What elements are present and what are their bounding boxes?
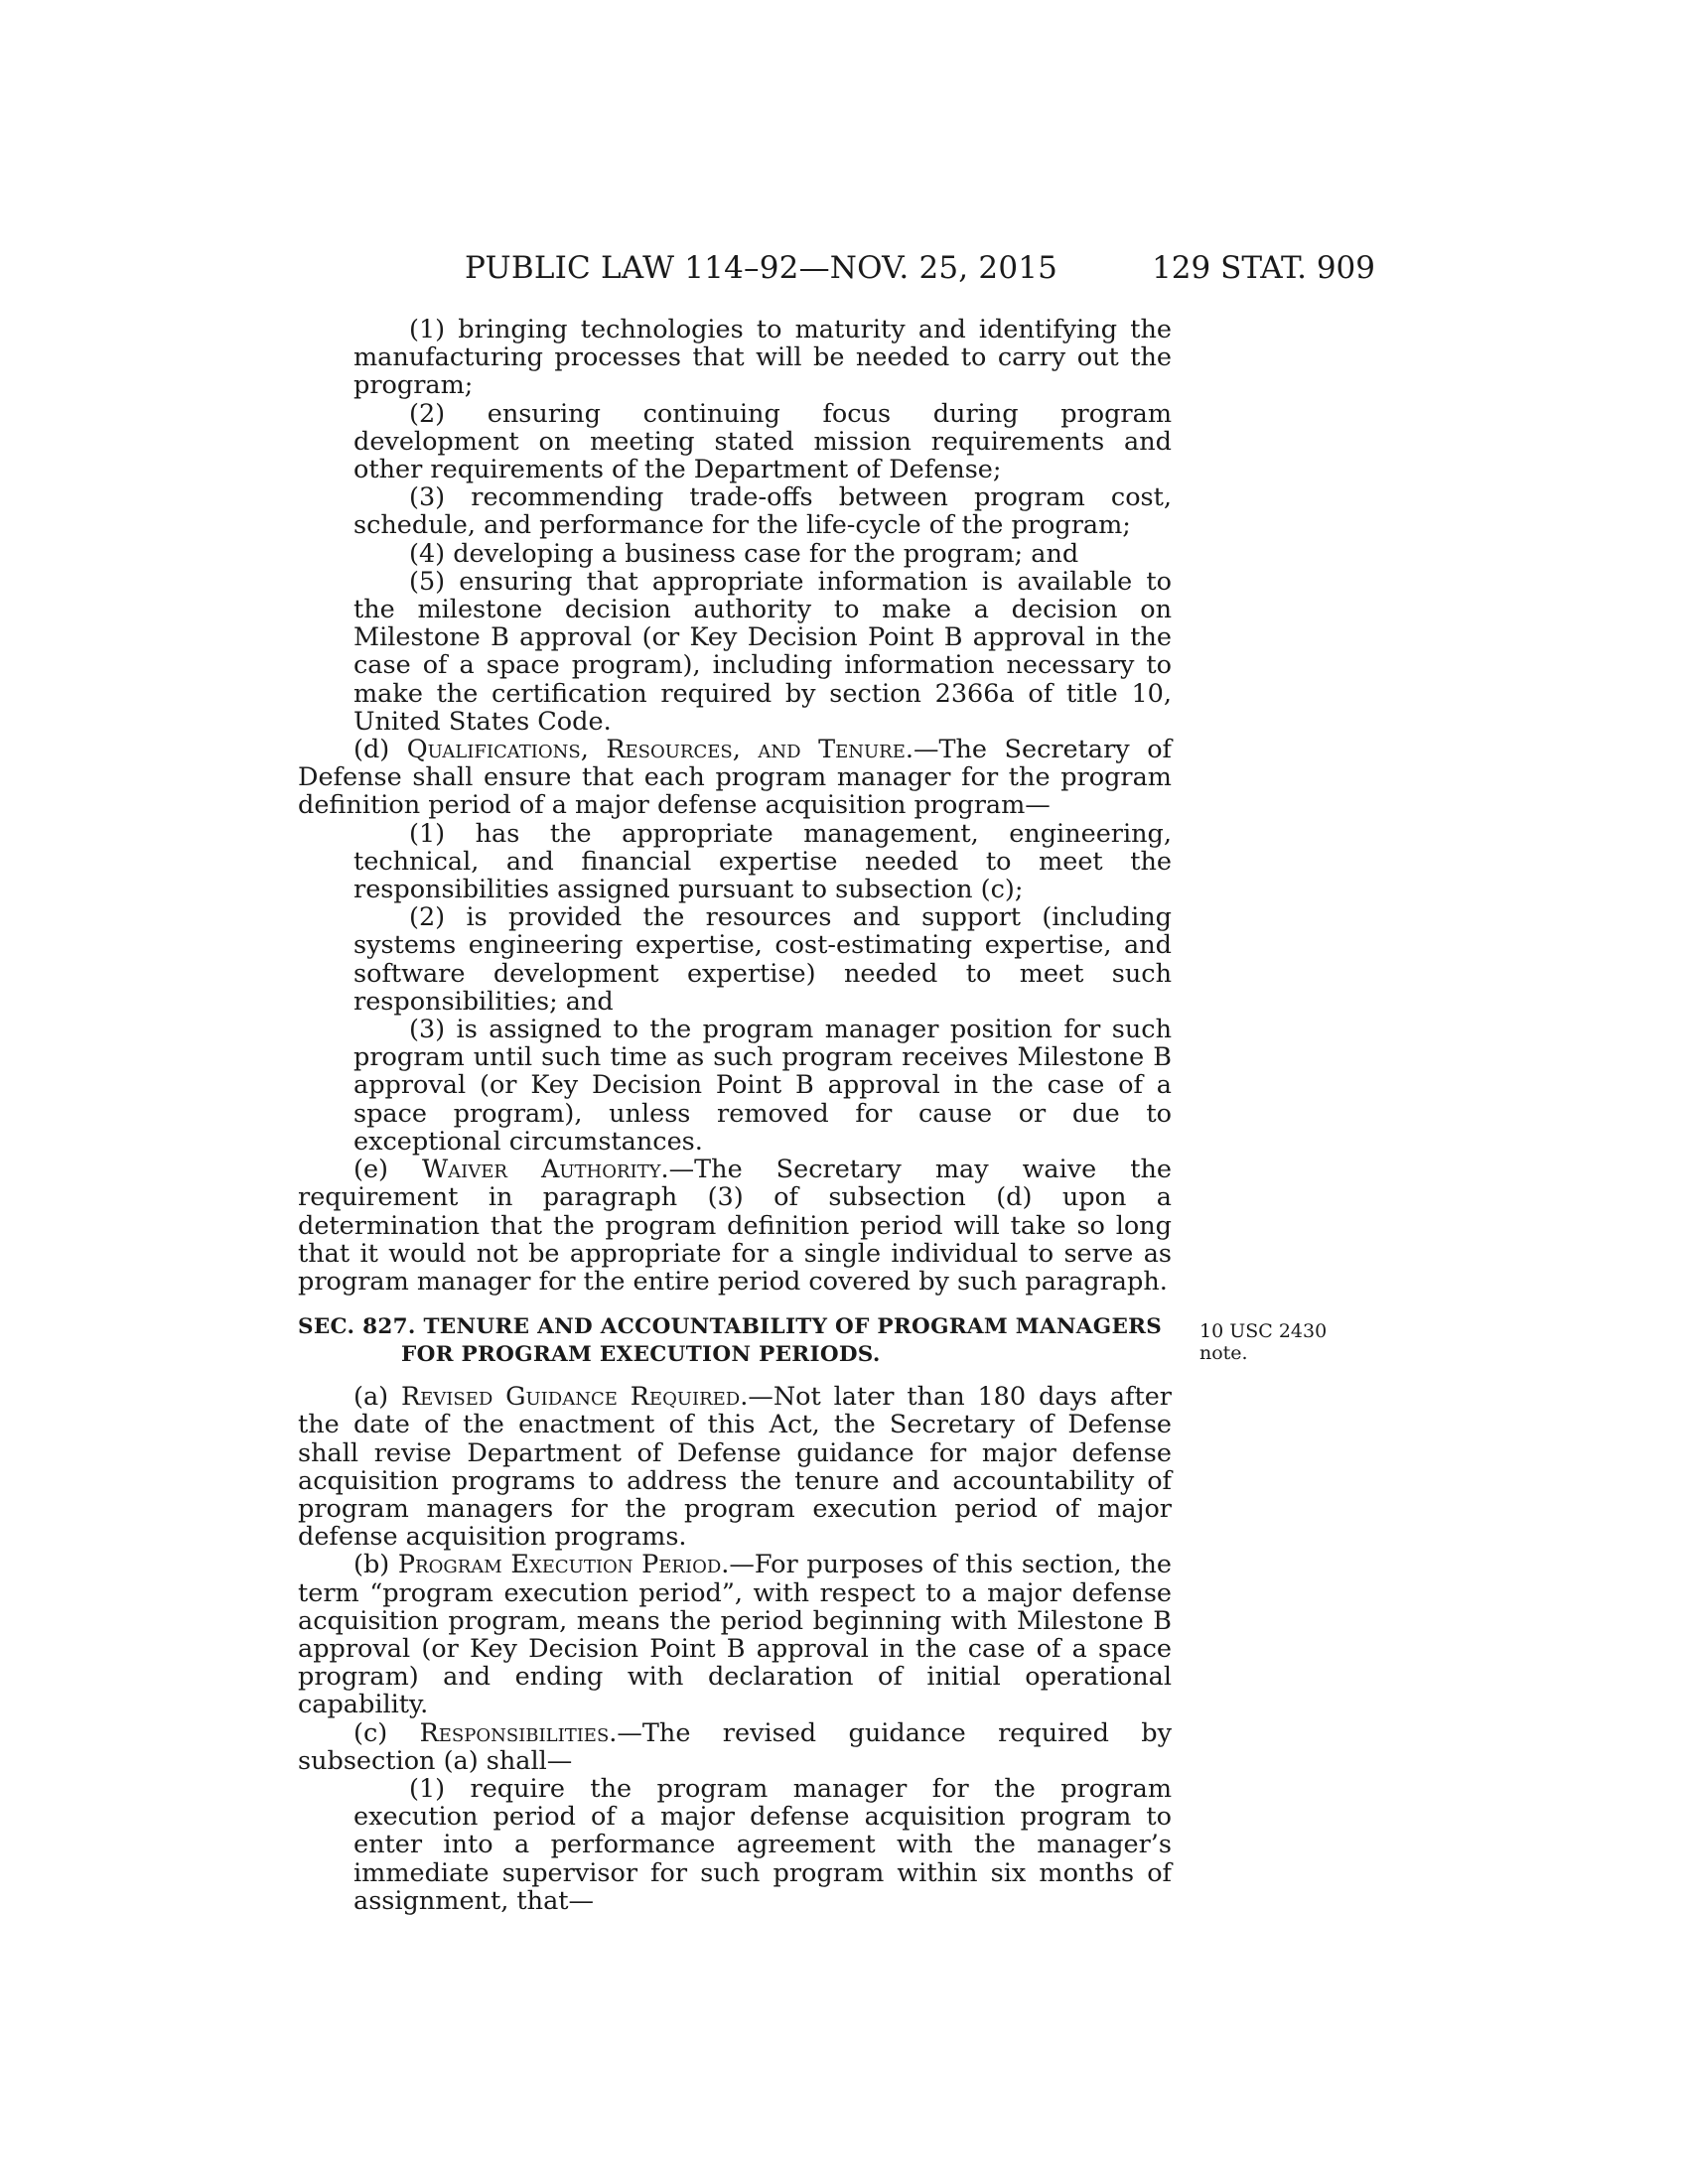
paragraph-c5: (5) ensuring that appropriate information is available to the milestone decision authority to make a decision on Milestone B approval (or Key Decision Point B approval in the case of a space program), including information necessary to make the certification required by section 2366a of title 10, United States Code. (353, 566, 1172, 737)
subsection-e-label: (e) (353, 1155, 422, 1185)
section-b-label: (b) (353, 1550, 398, 1580)
subsection-d (298, 736, 1172, 820)
paragraph-d2: (2) is provided the resources and support (including systems engineering expertise, cost-estimating expertise, and software development expertise) needed to meet such responsibilities; and (353, 902, 1172, 1017)
section-subsection-b (298, 1551, 1172, 1718)
paragraph-d3: (3) is assigned to the program manager position for such program until such time as such program receives Milestone B approval (or Key Decision Point B approval in the case of a space program), unless removed for cause or due to exceptional circumstances. (353, 1015, 1172, 1157)
subsection-d-label: (d) (353, 735, 407, 765)
section-paragraph-c1: (1) require the program manager for the program execution period of a major defense acquisition program to enter into a performance agreement with the manager’s immediate supervisor for such program within six months of assignment, that— (353, 1773, 1172, 1916)
section-a-heading: Revised Guidance Required. (400, 1382, 749, 1413)
section-heading-line1: SEC. 827. TENURE AND ACCOUNTABILITY OF PROGRAM MANAGERS (298, 1314, 1163, 1340)
paragraph-c4: (4) developing a business case for the program; and (409, 538, 1079, 569)
subsection-d-text: —The Secretary of Defense shall ensure that each program manager for the program definition period of a major defense acquisition program— (298, 735, 1172, 821)
subsection-d-heading: Qualifications, Resources, and Tenure. (406, 735, 914, 765)
margin-note-line2: note. (1199, 1342, 1248, 1364)
margin-citation-note (1199, 1320, 1327, 1364)
paragraph-c3: (3) recommending trade-offs between program cost, schedule, and performance for the life-cycle of the program; (353, 482, 1172, 541)
subsection-e-text: —The Secretary may waive the requirement in paragraph (3) of subsection (d) upon a determination that the program definition period will take so long that it would not be appropriate for a single individual to serve as program manager for the entire period covered by such paragraph. (298, 1155, 1172, 1297)
paragraph-c2: (2) ensuring continuing focus during program development on meeting stated mission requirements and other requirements of the Department of Defense; (353, 398, 1172, 485)
section-c-label: (c) (353, 1717, 420, 1748)
subsection-e (298, 1156, 1172, 1296)
section-a-text: —Not later than 180 days after the date of the enactment of this Act, the Secretary of Defense shall revise Department of Defense guidance for major defense acquisition programs to address the tenure and accountability of program managers for the program execution period of major defense acquisition programs. (298, 1382, 1172, 1553)
section-a-label: (a) (353, 1382, 401, 1413)
section-heading (298, 1313, 1172, 1369)
margin-note-line1: 10 USC 2430 (1199, 1320, 1328, 1342)
law-title-header: PUBLIC LAW 114–92—NOV. 25, 2015 (465, 250, 1058, 286)
subsection-e-heading: Waiver Authority. (421, 1155, 669, 1185)
document-body (298, 316, 1172, 1915)
paragraph-d1: (1) has the appropriate management, engineering, technical, and financial expertise needed to meet the responsibilities assigned pursuant to subsection (c); (353, 818, 1172, 905)
section-c-text: —The revised guidance required by subsection (a) shall— (298, 1717, 1172, 1776)
running-head (298, 250, 1375, 290)
section-subsection-a (298, 1383, 1172, 1551)
paragraph-c1: (1) bringing technologies to maturity and identifying the manufacturing processes that will be needed to carry out the program; (353, 315, 1172, 401)
section-b-text: —For purposes of this section, the term “program execution period”, with respect to a major defense acquisition program, means the period beginning with Milestone B approval (or Key Decision Point B approval in the case of a space program) and ending with declaration of initial operational capability. (298, 1550, 1173, 1720)
stat-page-number: 129 STAT. 909 (1152, 250, 1375, 286)
section-c-heading: Responsibilities. (419, 1717, 618, 1748)
section-b-heading: Program Execution Period. (397, 1550, 730, 1580)
section-heading-line2: FOR PROGRAM EXECUTION PERIODS. (401, 1342, 881, 1368)
section-subsection-c (298, 1719, 1172, 1775)
